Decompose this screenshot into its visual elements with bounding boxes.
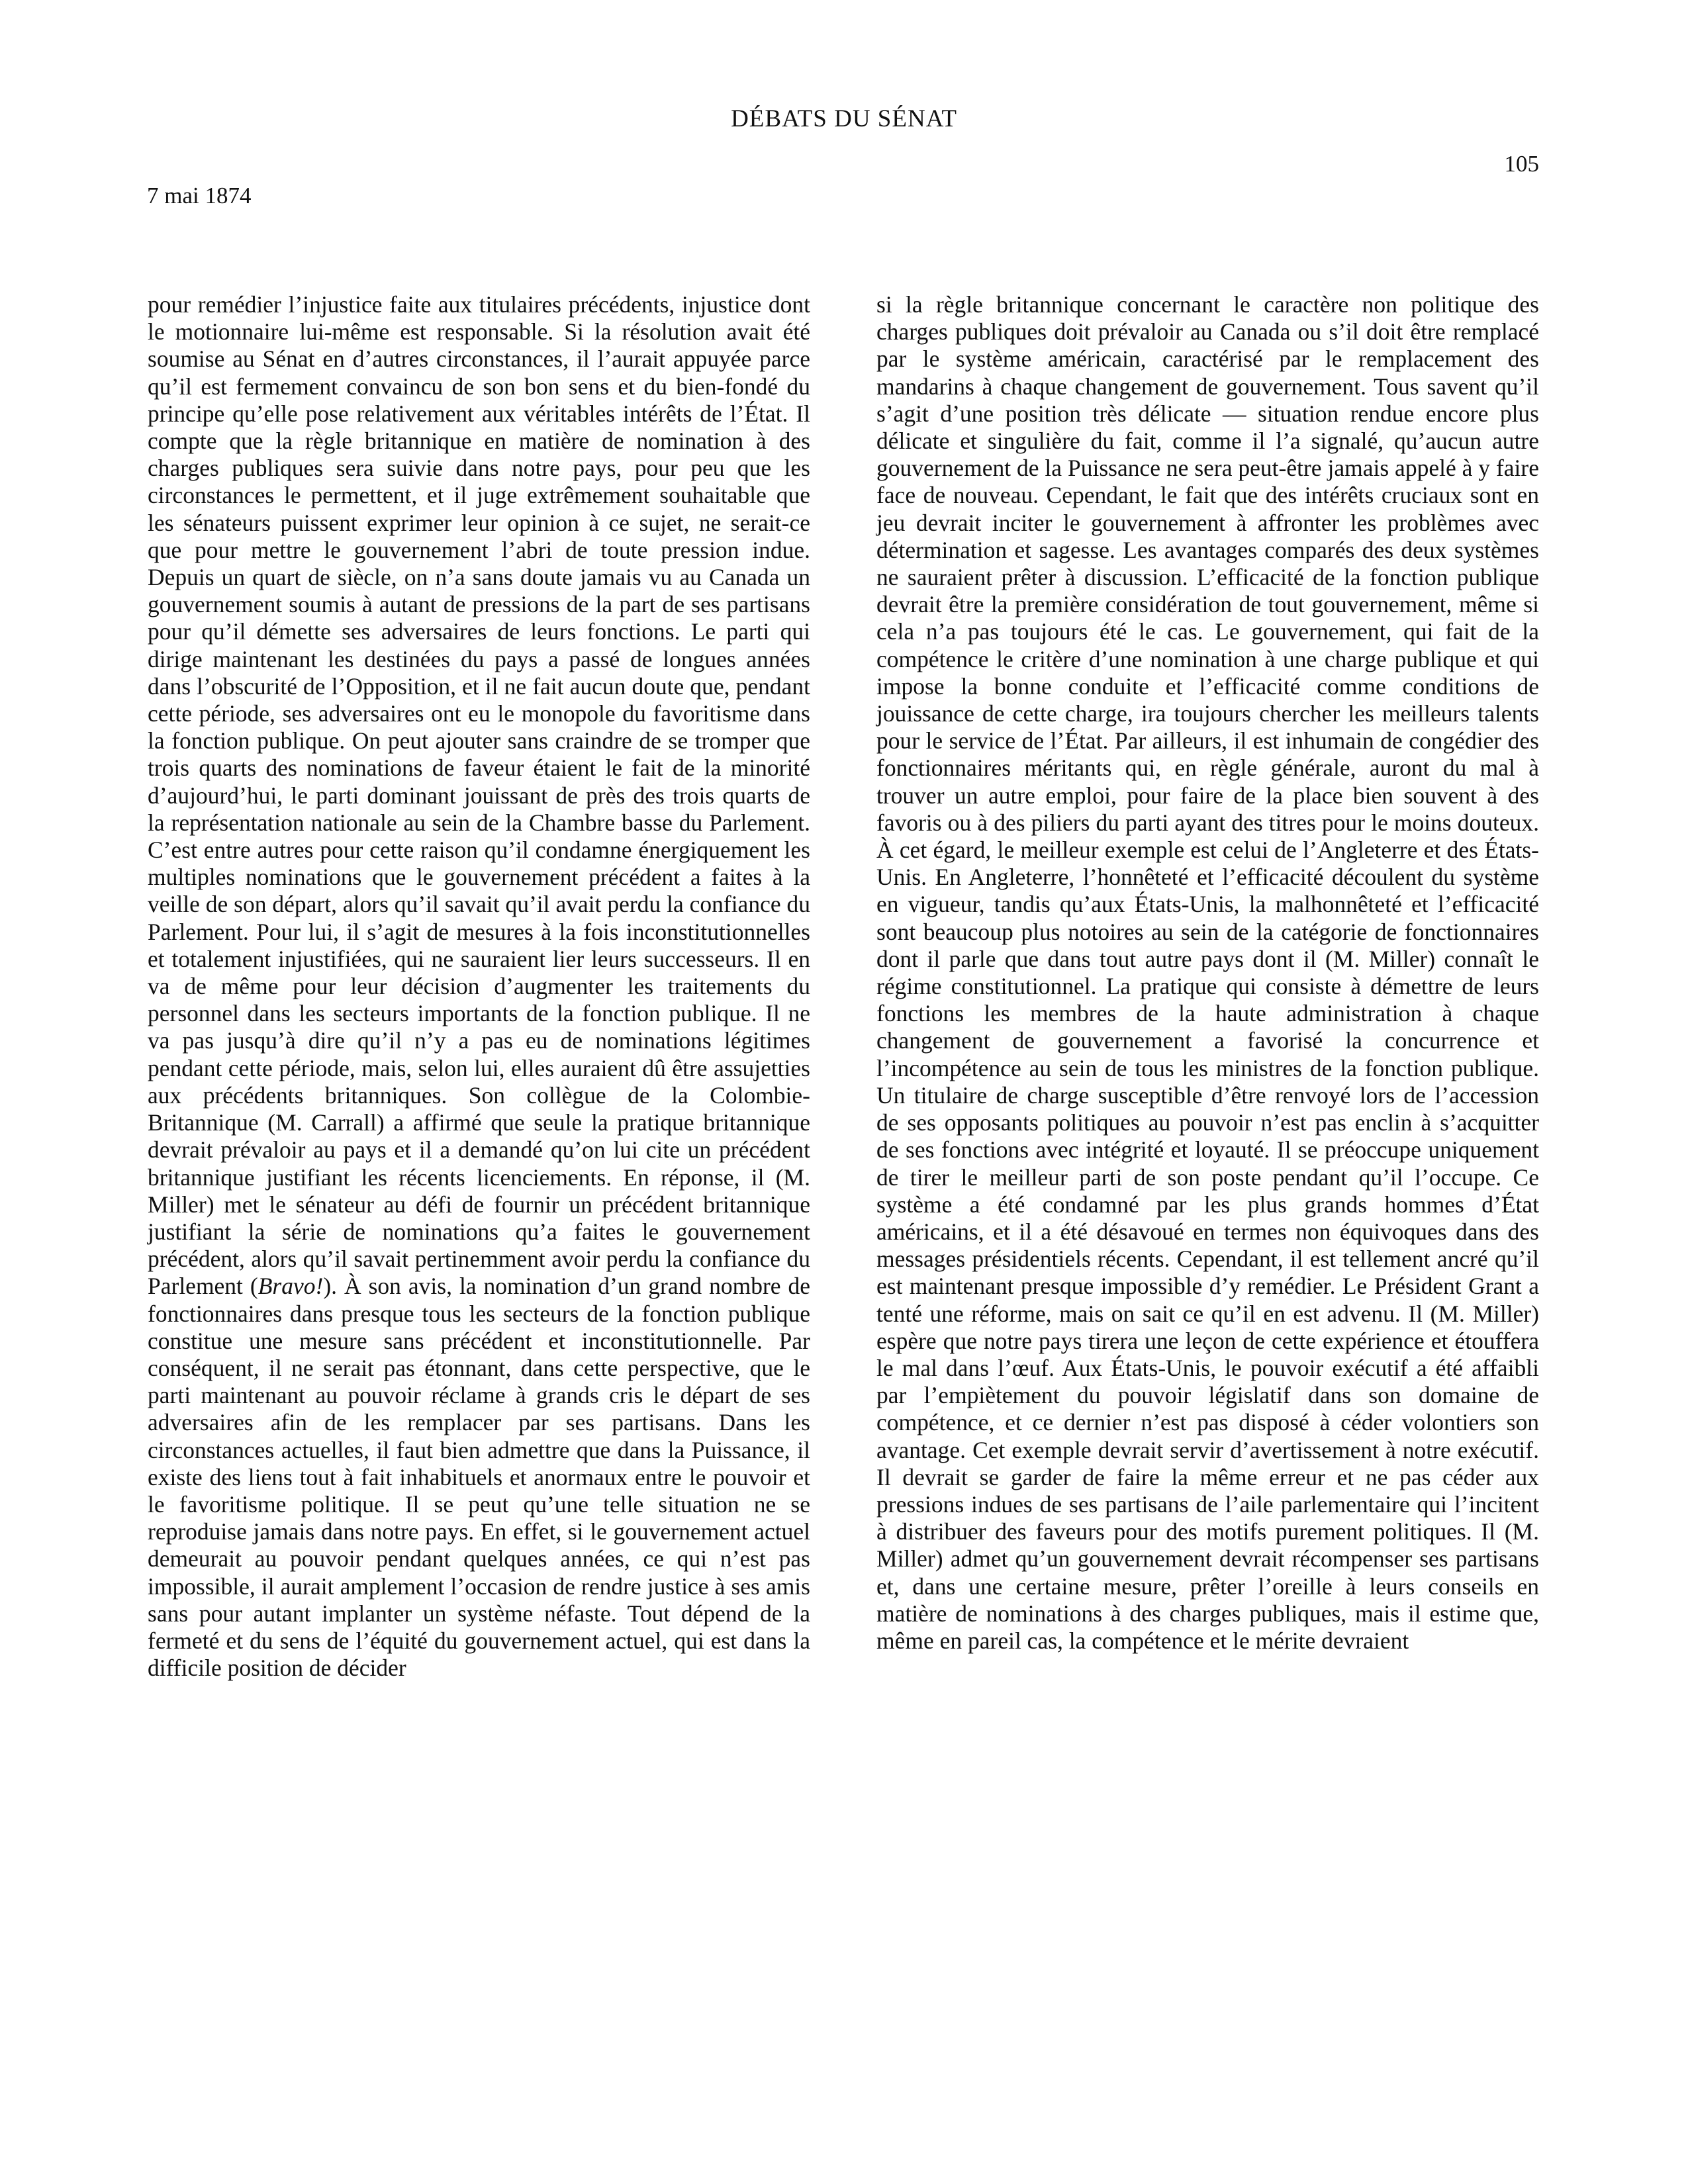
running-head-title: DÉBATS DU SÉNAT [731, 105, 957, 132]
left-column [148, 291, 810, 1682]
right-column-paragraph: si la règle britannique concernant le caractère non politique des charges publiques doit prévaloir au Canada ou s’il doit être remplacé par le système américain, caractérisé par le remplacement des mandarins à chaque changement de gouvernement. Tous savent qu’il s’agit d’une position très délicate — situation rendue encore plus délicate et singulière du fait, comme il l’a signalé, qu’aucun autre gouvernement de la Puissance ne sera peut-être jamais appelé à y faire face de nouveau. Cependant, le fait que des intérêts cruciaux sont en jeu devrait inciter le gouvernement à affronter les problèmes avec détermination et sagesse. Les avantages comparés des deux systèmes ne sauraient prêter à discussion. L’efficacité de la fonction publique devrait être la première considération de tout gouvernement, même si cela n’a pas toujours été le cas. Le gouvernement, qui fait de la compétence le critère d’une nomination à une charge publique et qui impose la bonne conduite et l’efficacité comme conditions de jouissance de cette charge, ira toujours chercher les meilleurs talents pour le service de l’État. Par ailleurs, il est inhumain de congédier des fonctionnaires méritants qui, en règle générale, auront du mal à trouver un autre emploi, pour faire de la place bien souvent à des favoris ou à des piliers du parti ayant des titres pour le moins douteux. À cet égard, le meilleur exemple est celui de l’Angleterre et des États-Unis. En Angleterre, l’honnêteté et l’efficacité découlent du système en vigueur, tandis qu’aux États-Unis, la malhonnêteté et l’efficacité sont beaucoup plus notoires au sein de la catégorie de fonctionnaires dont il parle que dans tout autre pays dont il (M. Miller) connaît le régime constitutionnel. La pratique qui consiste à démettre de leurs fonctions les membres de la haute administration à chaque changement de gouvernement a favorisé la concurrence et l’incompétence au sein de tous les ministres de la fonction publique. Un titulaire de charge susceptible d’être renvoyé lors de l’accession de ses opposants politiques au pouvoir n’est pas enclin à s’acquitter de ses fonctions avec intégrité et loyauté. Il se préoccupe uniquement de tirer le meilleur parti de son poste pendant qu’il l’occupe. Ce système a été condamné par les plus grands hommes d’État américains, et il a été désavoué en termes non équivoques dans des messages présidentiels récents. Cependant, il est tellement ancré qu’il est maintenant presque impossible d’y remédier. Le Président Grant a tenté une réforme, mais on sait ce qu’il en est advenu. Il (M. Miller) espère que notre pays tirera une leçon de cette expérience et étouffera le mal dans l’œuf. Aux États-Unis, le pouvoir exécutif a été affaibli par l’empiètement du pouvoir législatif dans son domaine de compétence, et ce dernier n’est pas disposé à céder volontiers son avantage. Cet exemple devrait servir d’avertissement à notre exécutif. Il devrait se garder de faire la même erreur et ne pas céder aux pressions indues de ses partisans de l’aile parlementaire qui l’incitent à distribuer des faveurs pour des motifs purement politiques. Il (M. Miller) admet qu’un gouvernement devrait récompenser ses partisans et, dans une certaine mesure, prêter l’oreille à leurs conseils en matière de nominations à des charges publiques, mais il estime que, même en pareil cas, la compétence et le mérite devraient [876, 291, 1539, 1654]
page-number: 105 [1504, 151, 1539, 177]
left-column-text-a: pour remédier l’injustice faite aux titulaires précédents, injustice dont le motionnaire lui-même est responsable. Si la résolution avait été soumise au Sénat en d’autres circonstances, il l’aurait appuyée parce qu’il est fermement convaincu de son bon sens et du bien-fondé du principe qu’elle pose relativement aux véritables intérêts de l’État. Il compte que la règle britannique en matière de nomination à des charges publiques sera suivie dans notre pays, pour peu que les circonstances le permettent, et il juge extrêmement souhaitable que les sénateurs puissent exprimer leur opinion à ce sujet, ne serait-ce que pour mettre le gouvernement l’abri de toute pression indue. Depuis un quart de siècle, on n’a sans doute jamais vu au Canada un gouvernement soumis à autant de pressions de la part de ses partisans pour qu’il démette ses adversaires de leurs fonctions. Le parti qui dirige maintenant les destinées du pays a passé de longues années dans l’obscurité de l’Opposition, et il ne fait aucun doute que, pendant cette période, ses adversaires ont eu le monopole du favoritisme dans la fonction publique. On peut ajouter sans craindre de se tromper que trois quarts des nominations de faveur étaient le fait de la minorité d’aujourd’hui, le parti dominant jouissant de près des trois quarts de la représentation nationale au sein de la Chambre basse du Parlement. C’est entre autres pour cette raison qu’il condamne énergiquement les multiples nominations que le gouvernement précédent a faites à la veille de son départ, alors qu’il savait qu’il avait perdu la confiance du Parlement. Pour lui, il s’agit de mesures à la fois inconstitutionnelles et totalement injustifiées, qui ne sauraient lier leurs successeurs. Il en va de même pour leur décision d’augmenter les traitements du personnel dans les secteurs importants de la fonction publique. Il ne va pas jusqu’à dire qu’il n’y a pas eu de nominations légitimes pendant cette période, mais, selon lui, elles auraient dû être assujetties aux précédents britanniques. Son collègue de la Colombie-Britannique (M. Carrall) a affirmé que seule la pratique britannique devrait prévaloir au pays et il a demandé qu’on lui cite un précédent britannique justifiant les récents licenciements. En réponse, il (M. Miller) met le sénateur au défi de fournir un précédent britannique justifiant la série de nominations qu’a faites le gouvernement précédent, alors qu’il savait pertinemment avoir perdu la confiance du Parlement ( [148, 291, 810, 1300]
applause-interjection: Bravo! [258, 1273, 324, 1300]
left-column-paragraph [148, 291, 810, 1682]
left-column-text-b: ). À son avis, la nomination d’un grand nombre de fonctionnaires dans presque tous les secteurs de la fonction publique constitue une mesure sans précédent et inconstitutionnelle. Par conséquent, il ne serait pas étonnant, dans cette perspective, que le parti maintenant au pouvoir réclame à grands cris le départ de ses adversaires afin de les remplacer par ses partisans. Dans les circonstances actuelles, il faut bien admettre que dans la Puissance, il existe des liens tout à fait inhabituels et anormaux entre le pouvoir et le favoritisme politique. Il se peut qu’une telle situation ne se reproduise jamais dans notre pays. En effet, si le gouvernement actuel demeurait au pouvoir pendant quelques années, ce qui n’est pas impossible, il aurait amplement l’occasion de rendre justice à ses amis sans pour autant implanter un système néfaste. Tout dépend de la fermeté et du sens de l’équité du gouvernement actuel, qui est dans la difficile position de décider [148, 1273, 811, 1682]
session-date: 7 mai 1874 [147, 183, 252, 208]
right-column [876, 291, 1539, 1655]
